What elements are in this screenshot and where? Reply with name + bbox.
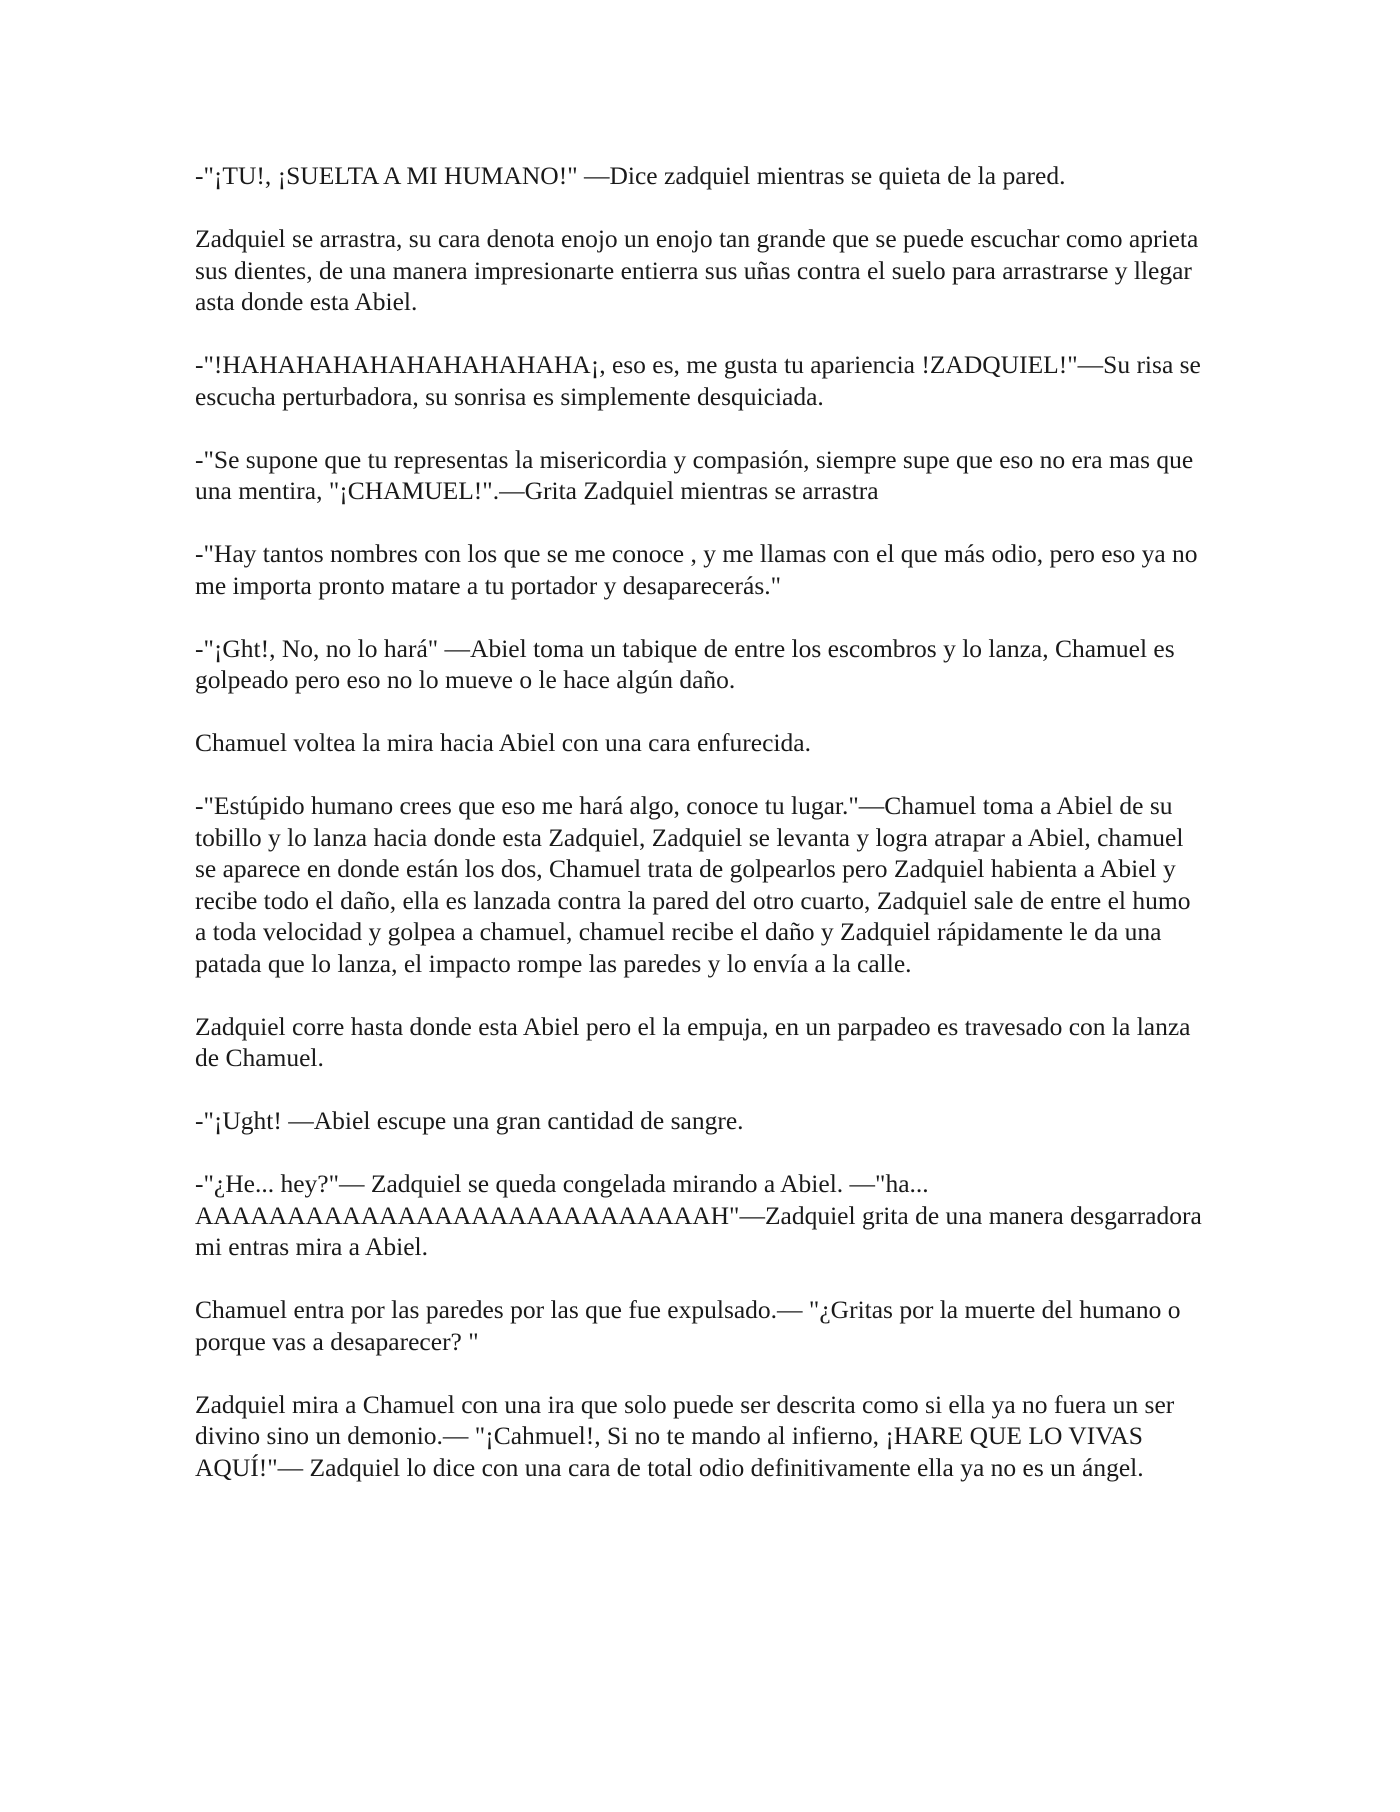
paragraph-11: -"¿He... hey?"— Zadquiel se queda congelada mirando a Abiel. —"ha... AAAAAAAAAAAAAAAAAAAAAAAAAAAAH"—Zadquiel grita de una manera desgarradora mi entras mira a Abiel. bbox=[195, 1169, 1202, 1261]
paragraph-13: Zadquiel mira a Chamuel con una ira que solo puede ser descrita como si ella ya no fuera un ser divino sino un demonio.— "¡Cahmuel!, Si no te mando al infierno, ¡HARE QUE LO VIVAS AQUÍ!"— Zadquiel lo dice con una cara de total odio definitivamente ella ya no es un ángel. bbox=[195, 1389, 1175, 1482]
paragraph-5: -"Hay tantos nombres con los que se me conoce , y me llamas con el que más odio, pero eso ya no me importa pronto matare a tu portador y desaparecerás." bbox=[195, 539, 1198, 600]
paragraph-10: -"¡Ught! —Abiel escupe una gran cantidad de sangre. bbox=[195, 1106, 744, 1135]
paragraph-4: -"Se supone que tu representas la misericordia y compasión, siempre supe que eso no era mas que una mentira, "¡CHAMUEL!".—Grita Zadquiel mientras se arrastra bbox=[195, 444, 1194, 505]
document-body bbox=[195, 160, 1205, 1515]
paragraph-1: -"¡TU!, ¡SUELTA A MI HUMANO!" —Dice zadquiel mientras se quieta de la pared. bbox=[195, 161, 1066, 190]
paragraph-9: Zadquiel corre hasta donde esta Abiel pero el la empuja, en un parpadeo es travesado con la lanza de Chamuel. bbox=[195, 1011, 1191, 1072]
paragraph-3: -"!HAHAHAHAHAHAHAHAHAHA¡, eso es, me gusta tu apariencia !ZADQUIEL!"—Su risa se escucha perturbadora, su sonrisa es simplemente desquiciada. bbox=[195, 350, 1201, 411]
paragraph-12: Chamuel entra por las paredes por las que fue expulsado.— "¿Gritas por la muerte del humano o porque vas a desaparecer? " bbox=[195, 1295, 1181, 1356]
paragraph-7: Chamuel voltea la mira hacia Abiel con una cara enfurecida. bbox=[195, 728, 811, 757]
paragraph-2: Zadquiel se arrastra, su cara denota enojo un enojo tan grande que se puede escuchar como aprieta sus dientes, de una manera impresionarte entierra sus uñas contra el suelo para arrastrarse y llegar asta donde esta Abiel. bbox=[195, 224, 1199, 316]
paragraph-8: -"Estúpido humano crees que eso me hará algo, conoce tu lugar."—Chamuel toma a Abiel de su tobillo y lo lanza hacia donde esta Zadquiel, Zadquiel se levanta y logra atrapar a Abiel, chamuel se aparece en donde están los dos, Chamuel trata de golpearlos pero Zadquiel habienta a Abiel y recibe todo el daño, ella es lanzada contra la pared del otro cuarto, Zadquiel sale de entre el humo a toda velocidad y golpea a chamuel, chamuel recibe el daño y Zadquiel rápidamente le da una patada que lo lanza, el impacto rompe las paredes y lo envía a la calle. bbox=[195, 791, 1191, 978]
paragraph-6: -"¡Ght!, No, no lo hará" —Abiel toma un tabique de entre los escombros y lo lanza, Chamuel es golpeado pero eso no lo mueve o le hace algún daño. bbox=[195, 633, 1175, 694]
